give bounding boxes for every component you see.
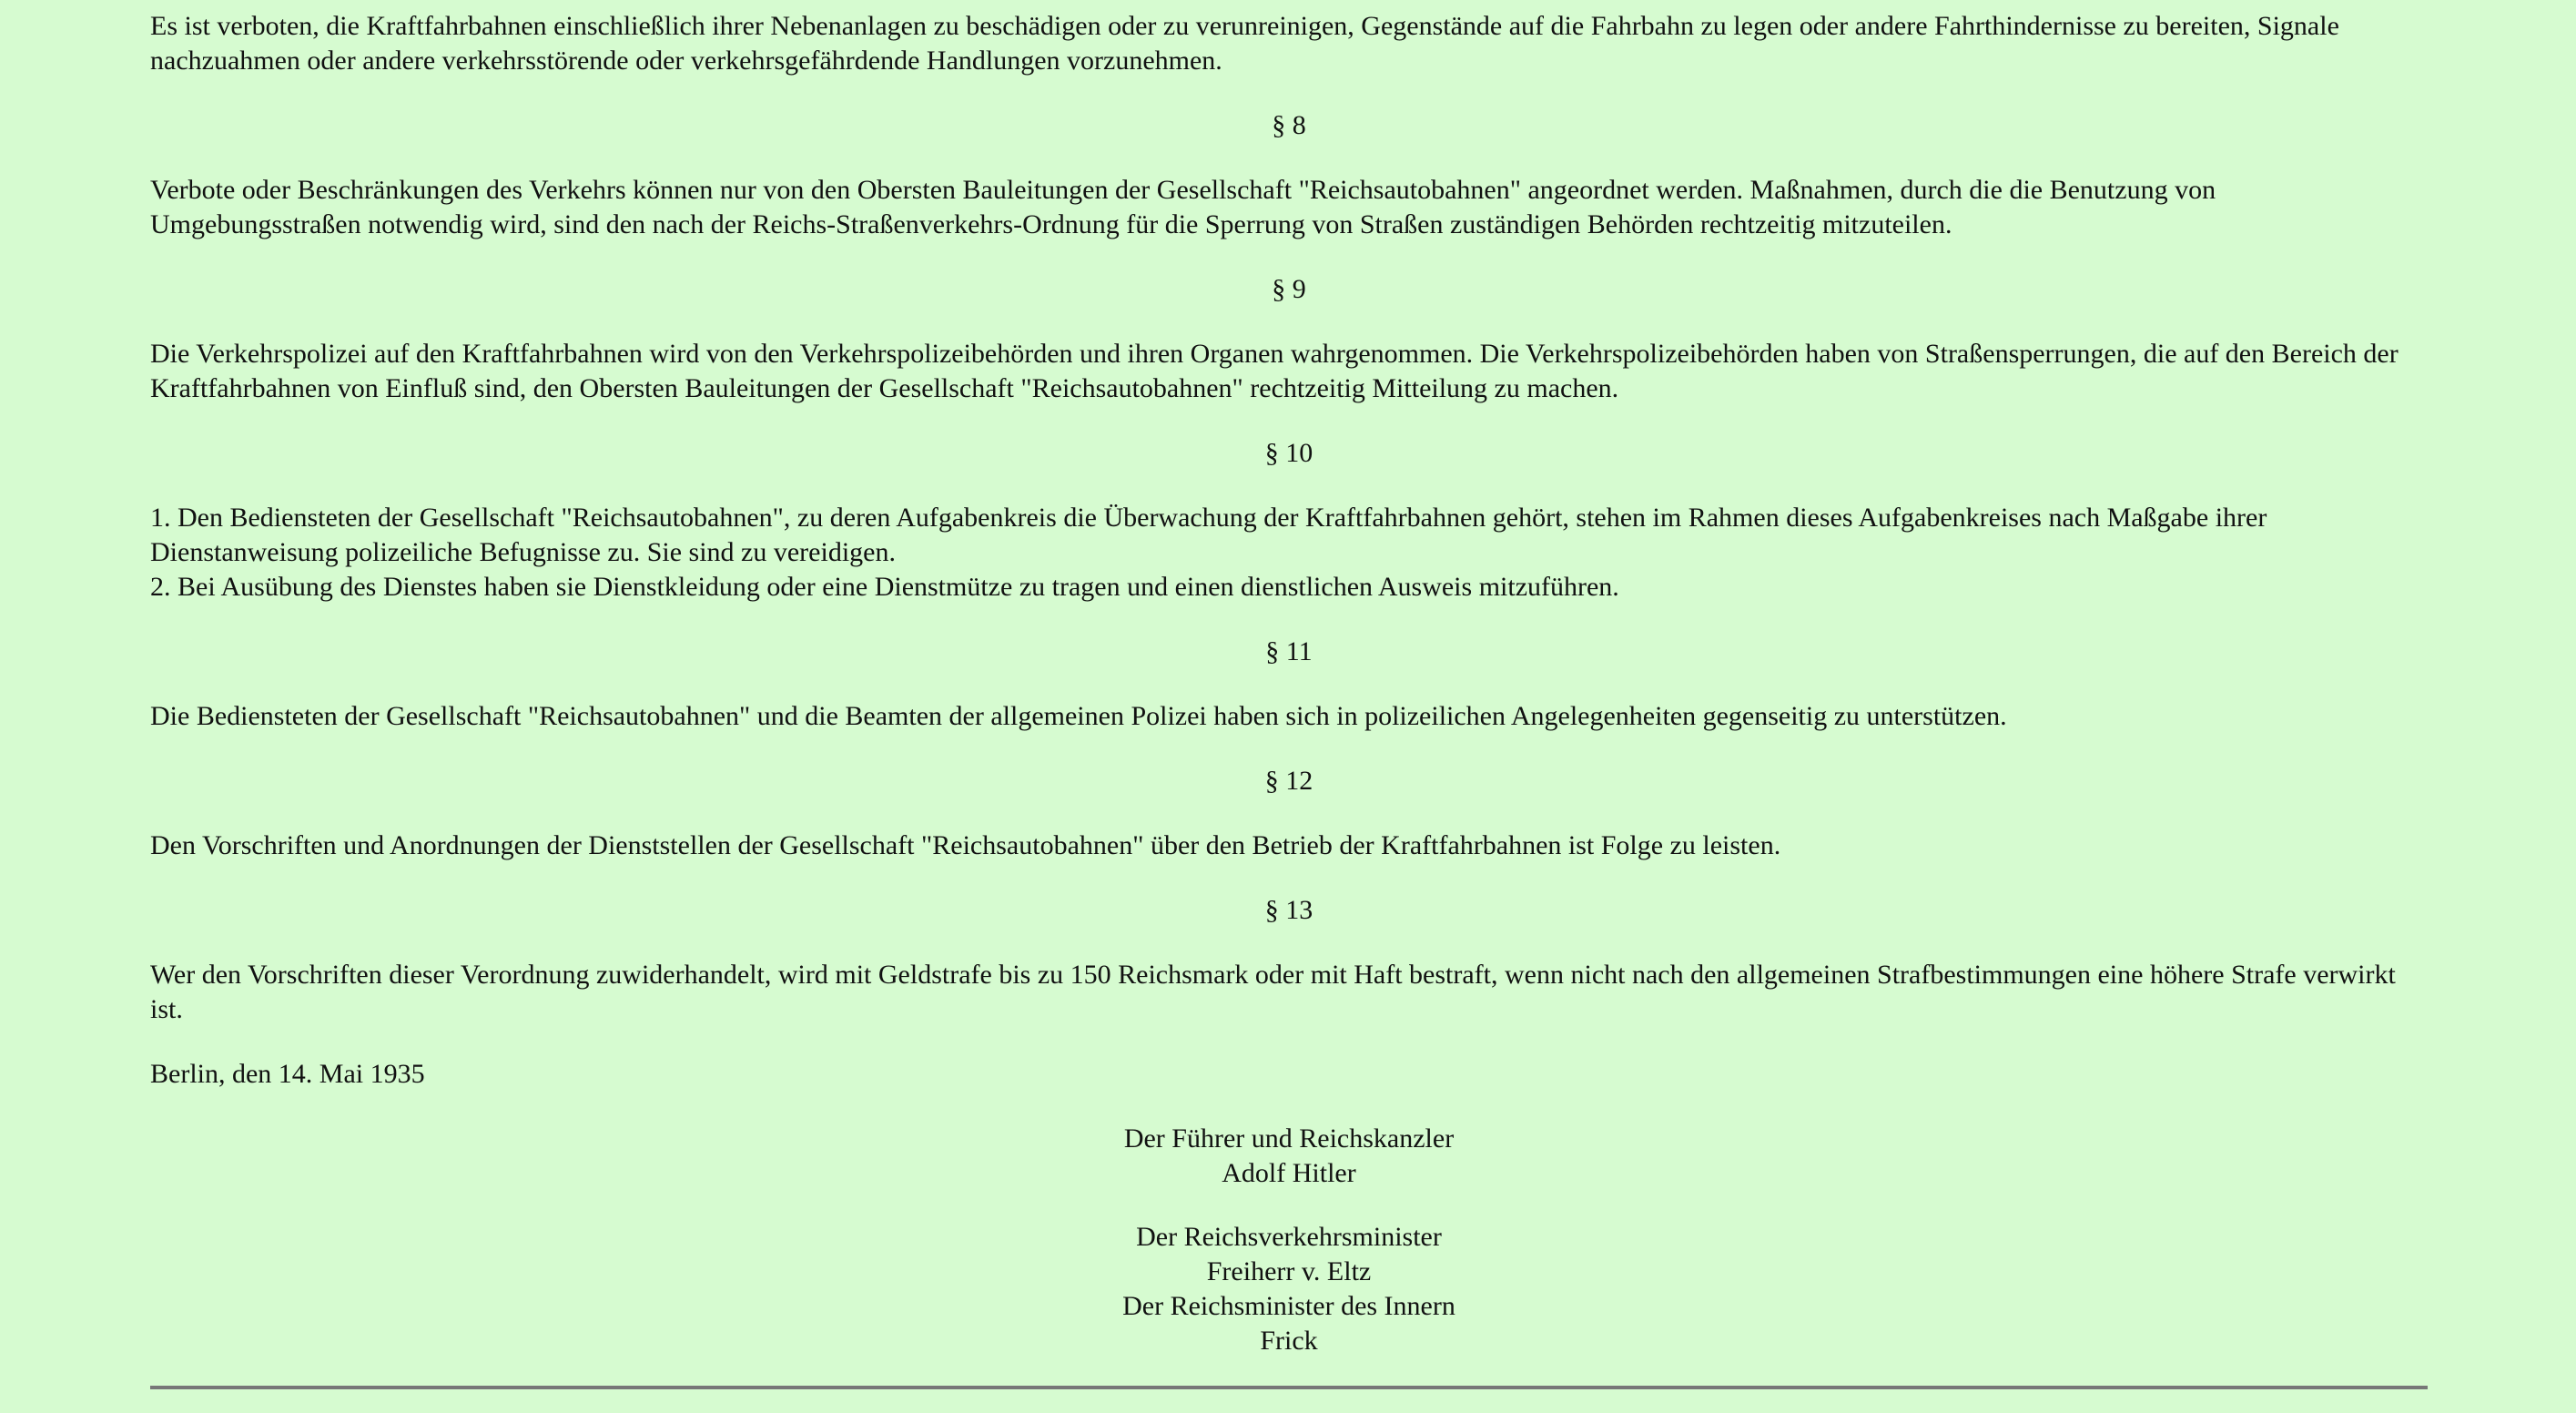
section-10-heading: § 10 — [1264, 438, 1313, 468]
signature-2-title: Der Reichsverkehrsminister — [1136, 1222, 1442, 1252]
section-8-text: Verbote oder Beschränkungen des Verkehrs können nur von den Obersten Bauleitungen der Gesellschaft "Reichsautobahnen" angeordnet werden. Maßnahmen, durch die die Benutzung von Umgebungsstraßen notwendig wird, sind den nach der Reichs-Straßenverkehrs-Ordnung für die Sperrung von Straßen zuständigen Behörden rechtzeitig mitzuteilen. — [150, 175, 2216, 239]
section-10-item-2: 2. Bei Ausübung des Dienstes haben sie Dienstkleidung oder eine Dienstmütze zu tragen und einen dienstlichen Ausweis mitzuführen. — [150, 572, 1619, 602]
place-date: Berlin, den 14. Mai 1935 — [150, 1059, 425, 1089]
section-11-heading: § 11 — [1265, 636, 1313, 666]
section-10-item-1: 1. Den Bediensteten der Gesellschaft "Reichsautobahnen", zu deren Aufgabenkreis die Überwachung der Kraftfahrbahnen gehört, stehen im Rahmen dieses Aufgabenkreises nach Maßgabe ihrer Dienstanweisung polizeiliche Befugnisse zu. Sie sind zu vereidigen. — [150, 503, 2267, 567]
section-12-text: Den Vorschriften und Anordnungen der Dienststellen der Gesellschaft "Reichsautobahnen" über den Betrieb der Kraftfahrbahnen ist Folge zu leisten. — [150, 830, 1781, 860]
section-13-heading: § 13 — [1264, 895, 1313, 925]
section-9-text: Die Verkehrspolizei auf den Kraftfahrbahnen wird von den Verkehrspolizeibehörden und ihren Organen wahrgenommen. Die Verkehrspolizeibehörden haben von Straßensperrungen, die auf den Bereich der Kraftfahrbahnen von Einfluß sind, den Obersten Bauleitungen der Gesellschaft "Reichsautobahnen" rechtzeitig Mitteilung zu machen. — [150, 339, 2399, 403]
signature-block-2 — [150, 1220, 2428, 1358]
section-12-heading: § 12 — [1264, 766, 1313, 796]
section-8-heading: § 8 — [1272, 110, 1306, 140]
paragraph-7-text: Es ist verboten, die Kraftfahrbahnen einschließlich ihrer Nebenanlagen zu beschädigen oder zu verunreinigen, Gegenstände auf die Fahrbahn zu legen oder andere Fahrthindernisse zu bereiten, Signale nachzuahmen oder andere verkehrsstörende oder verkehrsgefährdende Handlungen vorzunehmen. — [150, 11, 2339, 76]
section-13-text: Wer den Vorschriften dieser Verordnung zuwiderhandelt, wird mit Geldstrafe bis zu 150 Reichsmark oder mit Haft bestraft, wenn nicht nach den allgemeinen Strafbestimmungen eine höhere Strafe verwirkt ist. — [150, 960, 2396, 1024]
signature-3-title: Der Reichsminister des Innern — [1122, 1291, 1455, 1321]
section-9-heading: § 9 — [1272, 274, 1306, 304]
signature-3-name: Frick — [1260, 1326, 1318, 1356]
section-10-body — [150, 501, 2428, 605]
signature-block-1 — [150, 1122, 2428, 1191]
section-11-text: Die Bediensteten der Gesellschaft "Reichsautobahnen" und die Beamten der allgemeinen Polizei haben sich in polizeilichen Angelegenheiten gegenseitig zu unterstützen. — [150, 701, 2007, 731]
signature-1-name: Adolf Hitler — [1222, 1158, 1356, 1188]
document-body — [150, 9, 2428, 1358]
horizontal-rule — [150, 1386, 2428, 1389]
signature-2-name: Freiherr v. Eltz — [1206, 1256, 1372, 1286]
signature-1-title: Der Führer und Reichskanzler — [1123, 1123, 1455, 1154]
